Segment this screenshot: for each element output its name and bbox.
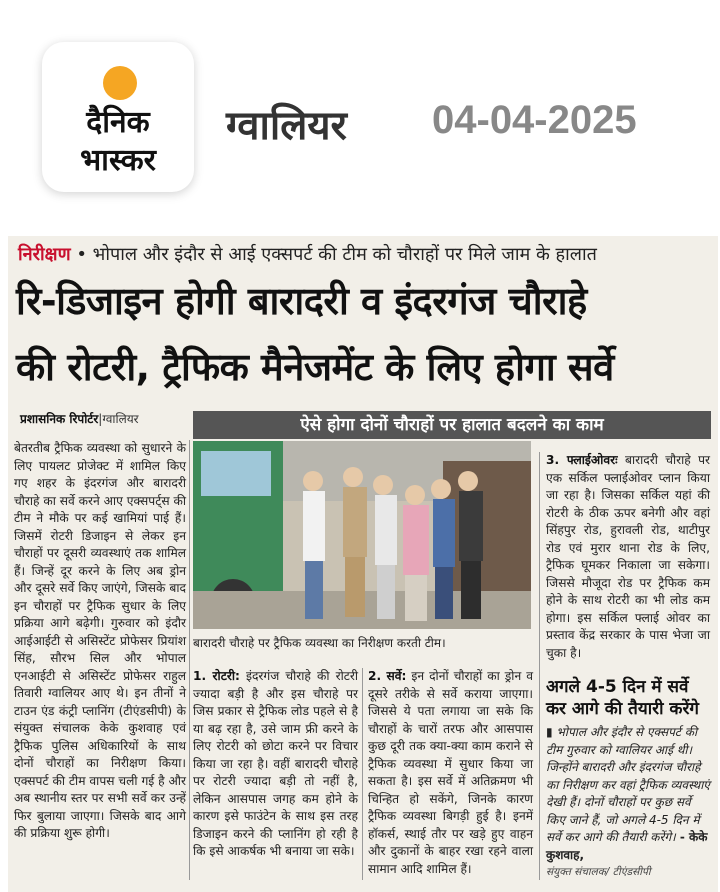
column-divider — [539, 452, 540, 880]
headline-line1: रि-डिजाइन होगी बारादरी व इंदरगंज चौराहे — [16, 279, 587, 323]
column-divider — [189, 440, 190, 880]
article-kicker — [18, 242, 597, 266]
point-flyover-text: बारादरी चौराहे पर एक सर्किल फ्लाईओवर प्लान किया जा रहा है। जिसका सर्किल यहां की रोटरी के ठीक ऊपर बनेगी और वहां सिंहपुर रोड, हुरावली रोड, थाटीपुर रोड एवं मुरार थाना रोड के लिए, ट्रैफिक घूमकर निकाला जा सकेगा। जिससे मौजूदा रोड पर ट्रैफिक कम होने के साथ रोटरी का भी लोड कम होगा। इस सर्किल फ्लाई ओवर का प्रस्ताव केंद्र सरकार के पास भेजा जा चुका है। — [546, 453, 710, 660]
edition-date: 04-04-2025 — [432, 98, 637, 142]
news-photo — [193, 441, 531, 629]
subheadline: अगले 4-5 दिन में सर्वे कर आगे की तैयारी करेंगे — [546, 677, 699, 719]
article-column-2 — [193, 668, 358, 861]
photo-illustration — [193, 441, 531, 629]
photo-caption: बारादरी चौराहे पर ट्रैफिक व्यवस्था का निरीक्षण करती टीम। — [193, 636, 446, 650]
headline-line2: की रोटरी, ट्रैफिक मैनेजमेंट के लिए होगा सर्वे — [16, 345, 614, 389]
expert-quote — [546, 724, 712, 882]
logo-text-line1: दैनिक — [86, 105, 150, 140]
byline-city: |ग्वालियर — [98, 412, 139, 426]
column-divider — [362, 668, 363, 880]
point-survey-label: 2. सर्वे: — [368, 669, 407, 683]
article-column-4 — [546, 452, 710, 662]
point-survey-text: इन दोनों चौराहों का ड्रोन व दूसरे तरीके से सर्वे कराया जाएगा। जिससे ये पता लगाया जा सके कि चौराहों के चारों तरफ और आसपास कुछ दूरी तक क्या-क्या काम कराने से ट्रैफिक व्यवस्था में सुधार किया जा सकता है। इस सर्वे में अतिक्रमण भी चिन्हित हो सकेंगे, जिनके कारण ट्रैफिक व्यवस्था बिगड़ी हुई है। इनमें हॉकर्स, स्थाई तौर पर खड़े हुए वाहन और दुकानों के बाहर रखा रहने वाला सामान आदि शामिल हैं। — [368, 669, 533, 876]
quote-role: संयुक्त संचालक/ टीएंडसीपी — [546, 866, 651, 878]
byline — [20, 410, 139, 427]
photo-banner: ऐसे होगा दोनों चौराहों पर हालात बदलने का काम — [193, 411, 711, 439]
point-flyover-label: 3. फ्लाईओवरः — [546, 453, 618, 467]
byline-name: प्रशासनिक रिपोर्टर — [20, 412, 99, 426]
logo-text-line2: भास्कर — [80, 143, 156, 178]
point-rotary-text: इंदरगंज चौराहे की रोटरी ज्यादा बड़ी है और इस चौराहे पर जिस प्रकार से ट्रैफिक लोड पहले से है या बढ़ रहा है, उसे जाम फ्री करने के लिए रोटरी को छोटा करने पर विचार किया जा रहा है। वहीं बारादरी चौराहे पर रोटरी ज्यादा बड़ी तो नहीं है, लेकिन आसपास जगह कम होने के कारण इसे फाउंटेन के साथ इस तरह डिजाइन करने की प्लानिंग हो रही है कि इसे आकर्षक भी बनाया जा सके। — [193, 669, 359, 858]
article-column-3 — [368, 668, 533, 878]
quote-signature: - केके कुशवाह, — [546, 830, 708, 862]
article-column-1: बेतरतीब ट्रैफिक व्यवस्था को सुधारने के लिए पायलट प्रोजेक्ट में शामिल किए गए शहर के इंदरगंज और बारादरी चौराहे का सर्वे करने आए एक्सपर्ट्स की टीम ने मौके पर कई खामियां पाई हैं। जिसमें रोटरी डिजाइन से लेकर इन चौराहों पर दूसरी व्यवस्थाएं तक शामिल हैं। जिन्हें दूर करने के लिए अब ड्रोन और दूसरे सर्वे किए जाएंगे, जिसके बाद इन चौराहों पर ट्रैफिक सुधार के लिए प्रक्रिया आगे बढ़ेगी। गुरुवार को इंदौर आईआईटी से असिस्टेंट प्रोफेसर प्रियांश सिंह, सौरभ सिल और भोपाल एनआईटी से असिस्टेंट प्रोफेसर राहुल तिवारी ग्वालियर आए थे। इन तीनों ने टाउन एंड कंट्री प्लानिंग (टीएंडसीपी) के संयुक्त संचालक केके कुशवाह एवं ट्रैफिक पुलिस अधिकारियों के साथ दोनों चौराहों का निरीक्षण किया। एक्सपर्ट की टीम वापस चली गई है और अब स्थानीय स्तर पर सभी सर्वे कर उन्हें फिर बुलाया जाएगा। जिसके बाद आगे की प्रक्रिया शुरू होगी। — [14, 441, 186, 840]
quote-text: ▮ भोपाल और इंदौर से एक्सपर्ट की टीम गुरुवार को ग्वालियर आई थी। जिन्होंने बारादरी और इंदरगंज चौराहे का निरीक्षण कर वहां ट्रैफिक व्यवस्थाएं देखी हैं। दोनों चौराहों पर कुछ सर्वे किए जाने हैं, जो अगले 4-5 दिन में सर्वे कर आगे की तैयारी करेंगे। — [546, 725, 710, 844]
kicker-text: • भोपाल और इंदौर से आई एक्सपर्ट की टीम को चौराहों पर मिले जाम के हालात — [70, 244, 597, 265]
city-name: ग्वालियर — [226, 103, 347, 149]
kicker-tag: निरीक्षण — [18, 244, 71, 265]
dainik-bhaskar-logo[interactable] — [42, 42, 194, 192]
sun-icon — [103, 66, 137, 100]
app-header — [0, 0, 720, 215]
point-rotary-label: 1. रोटरी: — [193, 669, 240, 683]
